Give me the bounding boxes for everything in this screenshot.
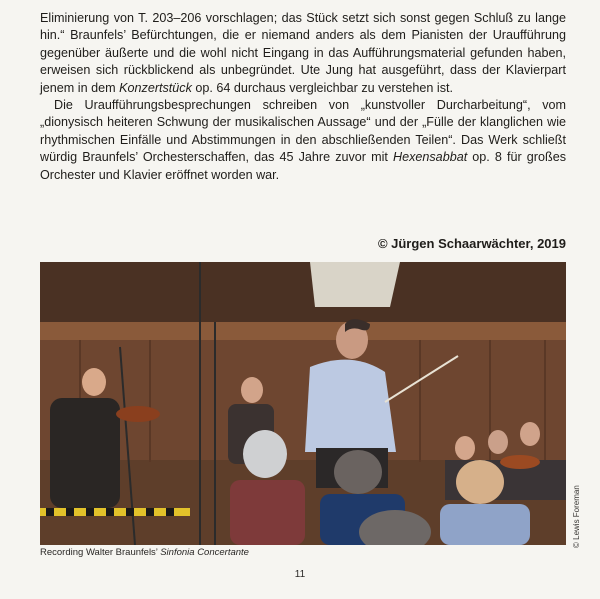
text-run: Eliminierung von T. 203–206 vorschlagen; das Stück setzt sich sonst gegen Schluß zu lange hin.“ Braunfels’ Befürchtungen, die er niemand anders als dem Pianisten der Uraufführung gegenüber äußerte und die wohl nicht Eingang in das Aufführungsmaterial gefunden haben, erweisen sich rückblickend als unbegründet. Ute Jung hat ausgeführt, dass der Klavierpart jenem in dem bbox=[40, 11, 566, 95]
violinist-body bbox=[50, 398, 120, 508]
text-run: Die Uraufführungsbesprechungen schreiben von „kunstvoller Durcharbeitung“, vom „dionysisch heiteren Schwung der musikalischen Aussage“ und der „Fülle der klanglichen wie rhythmischen Einfälle und Abstimmungen in den abschließenden Teilen“. Das Werk schließt würdig Braunfels’ Orchesterschaffen, das 45 Jahre zuvor mit bbox=[40, 98, 566, 165]
upper-wall bbox=[40, 262, 566, 322]
work-title-konzertstueck: Konzertstück bbox=[119, 80, 192, 95]
foreground-head-grey bbox=[243, 430, 287, 478]
conductor-shirt bbox=[305, 360, 396, 452]
work-title-hexensabbat: Hexensabbat bbox=[392, 150, 468, 165]
paragraph-2 bbox=[40, 97, 566, 184]
orchestra-recording-photo bbox=[40, 262, 566, 545]
player-head bbox=[241, 377, 263, 403]
violinist-head bbox=[82, 368, 106, 396]
wall-rail bbox=[40, 322, 566, 340]
text-run: op. 8 für großes Orchester und Klavier eröffnet worden war. bbox=[40, 150, 566, 182]
article-text bbox=[40, 10, 566, 184]
barrier-tape bbox=[40, 508, 190, 516]
photo-credit: © Lewis Foreman bbox=[572, 485, 581, 548]
photo-caption bbox=[40, 547, 249, 558]
photo-illustration bbox=[40, 262, 566, 545]
caption-text: Recording Walter Braunfels’ bbox=[40, 547, 161, 558]
caption-work-title: Sinfonia Concertante bbox=[160, 547, 249, 558]
text-run: op. 64 durchaus vergleichbar zu verstehen ist. bbox=[191, 80, 454, 95]
foreground-head bbox=[334, 450, 382, 494]
foreground-blouse bbox=[440, 504, 530, 545]
projection-screen bbox=[310, 262, 400, 307]
foreground-cardigan bbox=[230, 480, 305, 545]
paragraph-1 bbox=[40, 10, 566, 97]
page-number: 11 bbox=[294, 569, 306, 580]
foreground-blonde-head bbox=[456, 460, 504, 504]
author-signature: © Jürgen Schaarwächter, 2019 bbox=[377, 236, 566, 251]
violin bbox=[116, 406, 160, 422]
